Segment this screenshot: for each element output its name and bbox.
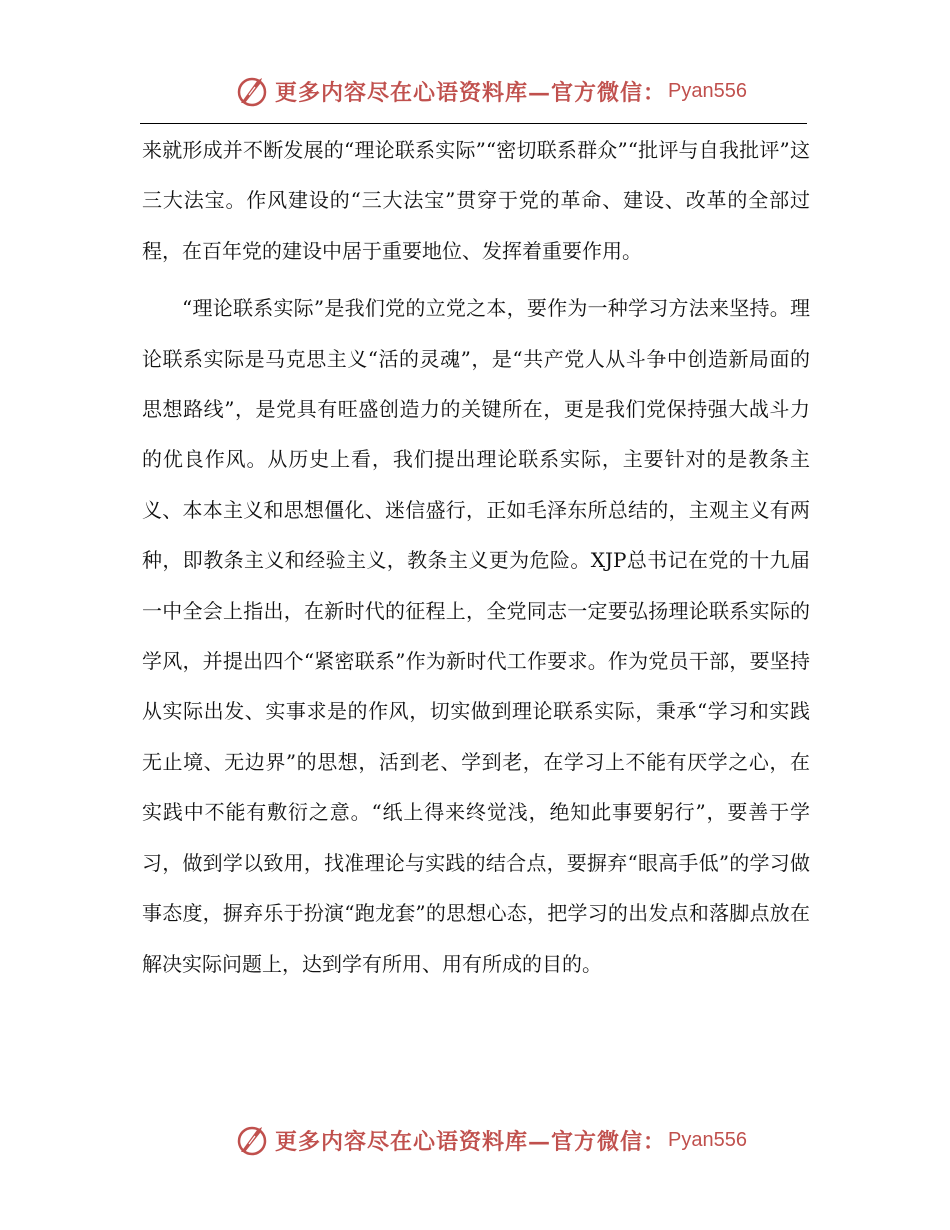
quill-pen-circle-icon <box>235 1122 271 1158</box>
footer-brand-id: Pyan556 <box>668 1128 747 1151</box>
document-body <box>142 125 810 996</box>
header-brand-text: 更多内容尽在心语资料库—官方微信： <box>275 79 667 106</box>
footer-watermark <box>235 1120 747 1160</box>
paragraph: 来就形成并不断发展的“理论联系实际”“密切联系群众”“批评与自我批评”这三大法宝。作风建设的“三大法宝”贯穿于党的革命、建设、改革的全部过程，在百年党的建设中居于重要地位、发挥着重要作用。 <box>142 138 810 263</box>
header-brand-id: Pyan556 <box>668 79 747 102</box>
header-divider <box>140 123 807 124</box>
paragraph: “理论联系实际”是我们党的立党之本，要作为一种学习方法来坚持。理论联系实际是马克思主义“活的灵魂”，是“共产党人从斗争中创造新局面的思想路线”，是党具有旺盛创造力的关键所在，更是我们党保持强大战斗力的优良作风。从历史上看，我们提出理论联系实际，主要针对的是教条主义、本本主义和思想僵化、迷信盛行，正如毛泽东所总结的，主观主义有两种，即教条主义和经验主义，教条主义更为危险。XJP总书记在党的十九届一中全会上指出，在新时代的征程上，全党同志一定要弘扬理论联系实际的学风，并提出四个“紧密联系”作为新时代工作要求。作为党员干部，要坚持从实际出发、实事求是的作风，切实做到理论联系实际，秉承“学习和实践无止境、无边界”的思想，活到老、学到老，在学习上不能有厌学之心，在实践中不能有敷衍之意。“纸上得来终觉浅，绝知此事要躬行”，要善于学习，做到学以致用，找准理论与实践的结合点，要摒弃“眼高手低”的学习做事态度，摒弃乐于扮演“跑龙套”的思想心态，把学习的出发点和落脚点放在解决实际问题上，达到学有所用、用有所成的目的。 <box>142 296 810 976</box>
footer-brand-text: 更多内容尽在心语资料库—官方微信： <box>275 1128 667 1155</box>
header-watermark <box>235 71 747 111</box>
quill-pen-circle-icon <box>235 73 271 109</box>
